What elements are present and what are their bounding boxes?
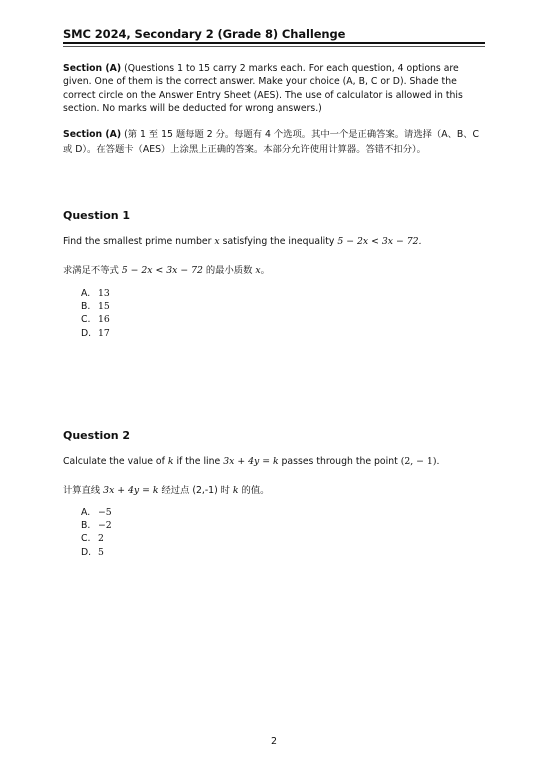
option-a (81, 287, 110, 300)
option-b (81, 300, 110, 313)
q1-zh-post: 。 (260, 265, 270, 276)
option-value: 2 (98, 533, 104, 545)
option-d (81, 546, 112, 559)
option-letter: A. (81, 507, 91, 518)
option-c (81, 313, 110, 326)
q1-zh-var: x (255, 265, 261, 276)
option-letter: A. (81, 288, 91, 299)
header-title: SMC 2024, Secondary 2 (Grade 8) Challenge (63, 27, 346, 41)
question-1-text-chinese (63, 262, 270, 276)
option-b (81, 519, 112, 532)
q2-en-point: (2, − 1). (400, 456, 440, 467)
q1-en-math: 5 − 2x < 3x − 72. (337, 236, 422, 247)
q1-en-pre: Find the smallest prime number (63, 236, 215, 247)
q2-zh-post: 的值。 (238, 485, 270, 496)
question-1-options (81, 287, 110, 340)
option-value: 13 (98, 288, 110, 299)
option-value: 5 (98, 546, 104, 558)
option-letter: B. (81, 301, 91, 313)
q2-zh-math: 3x + 4y = k (103, 485, 159, 496)
section-intro-chinese (63, 127, 488, 157)
q2-en-math: 3x + 4y = k (223, 456, 279, 467)
section-instructions: (Questions 1 to 15 carry 2 marks each. For each question, 4 options are given. One of them is the correct answer. Make your choice (A, B, C or D). Shade the correct circle on the Answer Entry Sheet (AES). The use of calculator is allowed in this section. No marks will be deducted for wrong answers.) (63, 63, 463, 114)
q2-en-pre: Calculate the value of (63, 456, 168, 467)
option-letter: C. (81, 533, 91, 545)
question-1-title: Question 1 (63, 209, 131, 222)
option-letter: D. (81, 327, 92, 339)
section-label-chinese: Section (A) (63, 129, 122, 140)
question-1-text-english (63, 236, 421, 247)
option-value: 17 (98, 327, 110, 339)
option-value: 15 (98, 301, 110, 313)
option-value: −5 (98, 507, 112, 518)
q1-zh-pre: 求满足不等式 (63, 265, 122, 276)
q2-zh-var: k (232, 485, 239, 496)
header-rule (63, 42, 485, 44)
option-letter: B. (81, 520, 91, 532)
question-2-title: Question 2 (63, 429, 131, 442)
q1-en-var: x (214, 236, 220, 247)
section-instructions-chinese: (第 1 至 15 题每题 2 分。每题有 4 个选项。其中一个是正确答案。请选择（A、B、C 或 D）。在答题卡（AES）上涂黑上正确的答案。本部分允许使用计算器。答错不扣分）。 (63, 129, 480, 156)
q2-en-mid: if the line (173, 456, 224, 467)
section-label: Section (A) (63, 63, 122, 74)
question-2-options (81, 506, 112, 559)
question-2-text-chinese (63, 482, 269, 496)
q1-zh-math: 5 − 2x < 3x − 72 (121, 265, 203, 276)
page-number: 2 (270, 736, 278, 747)
q2-en-var: k (167, 456, 174, 467)
q2-en-post: passes through the point (278, 456, 401, 467)
option-value: −2 (98, 520, 112, 532)
q2-zh-mid: 经过点 (2,-1) 时 (158, 485, 233, 496)
option-c (81, 532, 112, 545)
option-a (81, 506, 112, 519)
option-value: 16 (98, 314, 110, 326)
q1-en-mid: satisfying the inequality (219, 236, 338, 247)
option-letter: C. (81, 314, 91, 326)
option-letter: D. (81, 546, 92, 558)
question-2-text-english (63, 456, 439, 467)
section-intro-english (63, 62, 488, 115)
option-d (81, 327, 110, 340)
q2-zh-pre: 计算直线 (63, 485, 104, 496)
q1-zh-mid: 的最小质数 (202, 265, 256, 276)
header-rule-thin (63, 46, 485, 47)
